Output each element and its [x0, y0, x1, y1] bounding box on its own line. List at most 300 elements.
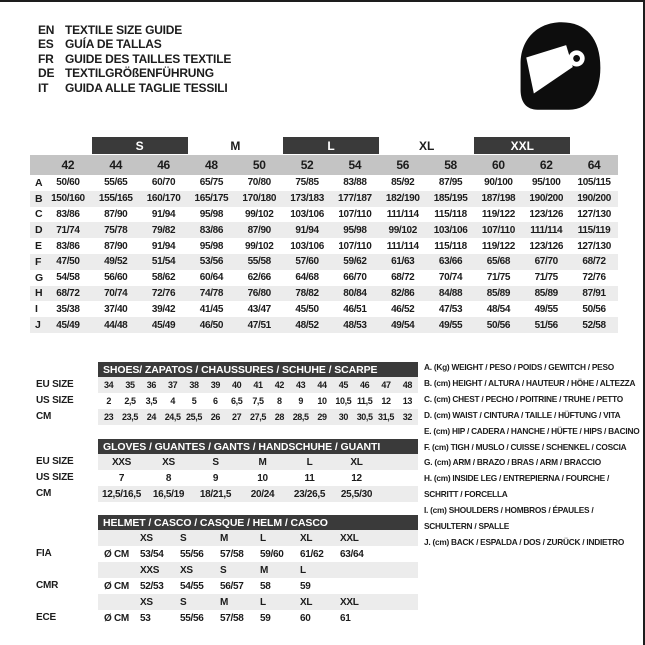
value-cell: 55/56 — [180, 612, 204, 624]
value-cell: 55/65 — [104, 177, 128, 189]
value-cell: 24 — [146, 412, 156, 422]
column-header: 64 — [587, 158, 601, 172]
value-cell: 46 — [360, 380, 370, 390]
value-cell: 67/70 — [534, 256, 558, 268]
value-cell: 95/98 — [199, 208, 224, 220]
textile-row-j — [30, 317, 618, 333]
value-cell: 55/56 — [180, 548, 204, 560]
value-cell: 70/74 — [104, 287, 128, 299]
value-cell: 99/102 — [244, 240, 274, 252]
value-cell: XXS — [111, 456, 132, 468]
size-band-row — [30, 137, 618, 154]
row-label: F — [35, 255, 42, 268]
value-cell: 44/48 — [104, 319, 128, 331]
value-cell: 115/118 — [434, 240, 467, 252]
gloves-side-labels — [36, 454, 74, 502]
size-header-cell: M — [220, 596, 229, 608]
value-cell: 56/57 — [220, 580, 244, 592]
value-cell: 11 — [304, 472, 315, 484]
value-cell: 185/195 — [433, 193, 468, 205]
language-row — [38, 37, 231, 51]
language-label: TEXTILGRÖßENFÜHRUNG — [65, 66, 214, 81]
gloves-row — [98, 470, 418, 486]
value-cell: 37/40 — [104, 303, 128, 315]
diameter-unit-label: Ø CM — [104, 580, 129, 592]
value-cell: 75/78 — [104, 224, 128, 236]
language-code: EN — [38, 23, 55, 37]
value-cell: 50/56 — [486, 319, 511, 331]
value-cell: 70/80 — [247, 177, 271, 189]
textile-row-c — [30, 207, 618, 223]
value-cell: 59 — [260, 612, 271, 624]
size-header-cell: XL — [300, 596, 313, 608]
value-cell: 127/130 — [577, 208, 611, 220]
measurement-legend — [424, 360, 642, 551]
value-cell: M — [258, 456, 267, 468]
value-cell: 68/72 — [391, 272, 415, 284]
value-cell: 58 — [260, 580, 271, 592]
helmet-value-row — [98, 546, 418, 562]
gloves-row — [98, 486, 418, 502]
value-cell: 27,5 — [250, 412, 266, 422]
value-cell: 182/190 — [385, 193, 420, 205]
value-cell: 8 — [277, 396, 282, 406]
value-cell: 57/58 — [220, 548, 244, 560]
value-cell: 91/94 — [151, 208, 176, 220]
value-cell: 51/54 — [151, 256, 176, 268]
language-row — [38, 81, 231, 95]
row-label: H — [35, 287, 43, 300]
helmet-icon — [512, 18, 607, 114]
value-cell: 74/78 — [199, 287, 224, 299]
value-cell: 39 — [210, 380, 220, 390]
helmet-table — [98, 515, 418, 626]
value-cell: 190/200 — [529, 193, 564, 205]
value-cell: 9 — [212, 472, 219, 484]
value-cell: 50/60 — [56, 177, 80, 189]
value-cell: 72/76 — [151, 287, 176, 299]
value-cell: 46/52 — [391, 303, 415, 315]
value-cell: 155/165 — [98, 193, 133, 205]
value-cell: 95/98 — [199, 240, 224, 252]
value-cell: 38 — [189, 380, 199, 390]
value-cell: 48/52 — [295, 319, 319, 331]
value-cell: 44 — [317, 380, 327, 390]
size-header-cell: XXL — [340, 596, 359, 608]
shoes-row — [98, 409, 418, 425]
value-cell: L — [306, 456, 313, 468]
value-cell: 87/91 — [582, 287, 606, 299]
value-cell: 40 — [232, 380, 242, 390]
value-cell: 170/180 — [242, 193, 277, 205]
value-cell: 71/75 — [486, 272, 511, 284]
value-cell: 47/51 — [247, 319, 271, 331]
value-cell: 66/70 — [343, 272, 367, 284]
value-cell: 111/114 — [530, 224, 563, 236]
value-cell: 6,5 — [231, 396, 243, 406]
value-cell: 4 — [170, 396, 175, 406]
textile-row-d — [30, 222, 618, 238]
value-cell: 50/56 — [582, 303, 606, 315]
value-cell: 36 — [146, 380, 156, 390]
value-cell: 72/76 — [582, 272, 606, 284]
value-cell: 82/86 — [391, 287, 415, 299]
value-cell: 107/110 — [481, 224, 515, 236]
value-cell: 43 — [296, 380, 306, 390]
value-cell: 91/94 — [295, 224, 319, 236]
value-cell: 60 — [300, 612, 311, 624]
value-cell: 115/119 — [577, 224, 611, 236]
value-cell: 41/45 — [199, 303, 224, 315]
language-label: GUIDE DES TAILLES TEXTILE — [65, 51, 232, 66]
textile-row-a — [30, 175, 618, 191]
textile-size-table — [30, 137, 618, 333]
value-cell: 59/60 — [260, 548, 284, 560]
textile-row-g — [30, 270, 618, 286]
size-header-cell: XS — [180, 564, 193, 576]
value-cell: 49/54 — [391, 319, 415, 331]
value-cell: 65/68 — [486, 256, 511, 268]
value-cell: 6 — [213, 396, 218, 406]
helmet-standard-label: CMR — [36, 580, 59, 591]
value-cell: 51/56 — [534, 319, 558, 331]
value-cell: XL — [350, 456, 363, 468]
value-cell: 12,5/16,5 — [101, 488, 141, 500]
value-cell: 80/84 — [343, 287, 367, 299]
value-cell: 53 — [140, 612, 151, 624]
value-cell: 123/126 — [529, 208, 564, 220]
value-cell: 35 — [125, 380, 135, 390]
shoes-table-title: SHOES/ ZAPATOS / CHAUSSURES / SCHUHE / SCARPE — [98, 362, 418, 377]
value-cell: 5 — [191, 396, 197, 406]
value-cell: XS — [162, 456, 175, 468]
value-cell: S — [212, 456, 219, 468]
value-cell: 52/58 — [582, 319, 606, 331]
value-cell: 123/126 — [529, 240, 564, 252]
value-cell: 56/60 — [104, 272, 128, 284]
language-code: FR — [38, 51, 54, 66]
gloves-row — [98, 454, 418, 470]
value-cell: 75/85 — [295, 177, 319, 189]
gloves-row-label: EU SIZE — [36, 456, 74, 467]
value-cell: 87/95 — [438, 177, 463, 189]
value-cell: 127/130 — [577, 240, 611, 252]
value-cell: 45 — [338, 380, 348, 390]
value-cell: 57/58 — [220, 612, 244, 624]
value-cell: 12 — [381, 396, 391, 406]
value-cell: 16,5/19 — [152, 488, 185, 500]
value-cell: 48/54 — [486, 303, 511, 315]
helmet-standard-label: FIA — [36, 548, 52, 559]
value-cell: 119/122 — [481, 240, 515, 252]
value-cell: 25,5/30 — [340, 488, 373, 500]
value-cell: 58/62 — [151, 272, 176, 284]
value-cell: 52/53 — [140, 580, 164, 592]
value-cell: 190/200 — [577, 193, 611, 205]
value-cell: 10,5 — [335, 396, 352, 406]
shoes-row — [98, 377, 418, 393]
value-cell: 160/170 — [146, 193, 181, 205]
value-cell: 54/55 — [180, 580, 204, 592]
value-cell: 61/63 — [391, 256, 415, 268]
value-cell: 25,5 — [186, 412, 202, 422]
language-label: TEXTILE SIZE GUIDE — [65, 23, 183, 37]
value-cell: 83/86 — [56, 208, 80, 220]
row-label: J — [35, 319, 41, 332]
value-cell: 46/50 — [199, 319, 224, 331]
value-cell: 32 — [402, 412, 412, 422]
row-label: G — [35, 271, 44, 284]
value-cell: 57/60 — [295, 256, 319, 268]
value-cell: 28 — [274, 412, 284, 422]
value-cell: 107/110 — [338, 208, 372, 220]
value-cell: 65/75 — [199, 177, 224, 189]
value-cell: 42 — [274, 380, 284, 390]
shoes-row — [98, 393, 418, 409]
value-cell: 85/89 — [534, 287, 558, 299]
size-header-cell: S — [180, 532, 187, 544]
value-cell: 95/98 — [343, 224, 367, 236]
value-cell: 150/160 — [51, 193, 85, 205]
size-header-cell: S — [180, 596, 187, 608]
helmet-value-row — [98, 578, 418, 594]
value-cell: 8 — [165, 472, 172, 484]
value-cell: 53/54 — [140, 548, 164, 560]
value-cell: 7,5 — [252, 396, 264, 406]
row-label: E — [35, 240, 43, 253]
value-cell: 90/100 — [484, 177, 513, 189]
value-cell: 99/102 — [244, 208, 274, 220]
column-header: 52 — [300, 158, 314, 172]
helmet-side-labels — [36, 546, 58, 642]
value-cell: 165/175 — [194, 193, 229, 205]
size-header-cell: XXL — [340, 532, 359, 544]
value-cell: 68/72 — [56, 287, 80, 299]
value-cell: 99/102 — [388, 224, 417, 236]
value-cell: 187/198 — [481, 193, 516, 205]
value-cell: 107/110 — [338, 240, 372, 252]
size-header-cell: S — [220, 564, 227, 576]
textile-row-b — [30, 191, 618, 207]
value-cell: 35/38 — [56, 303, 80, 315]
language-code: DE — [38, 66, 55, 81]
legend-item: J. (cm) BACK / ESPALDA / DOS / ZURÜCK / INDIETRO — [424, 536, 625, 547]
size-header-cell: L — [300, 564, 306, 576]
value-cell: 111/114 — [386, 240, 419, 252]
size-band-xxl: XXL — [474, 137, 570, 154]
gloves-table — [98, 439, 418, 502]
value-cell: 49/55 — [534, 303, 558, 315]
value-cell: 62/66 — [247, 272, 271, 284]
value-cell: 53/56 — [199, 256, 224, 268]
value-cell: 60/70 — [151, 177, 176, 189]
value-cell: 49/55 — [438, 319, 463, 331]
size-header-cell: M — [260, 564, 269, 576]
value-cell: 7 — [118, 472, 125, 484]
textile-row-e — [30, 238, 618, 254]
value-cell: 78/82 — [295, 287, 319, 299]
value-cell: 49/52 — [104, 256, 128, 268]
size-number-header-row — [30, 155, 618, 175]
language-label: GUÍA DE TALLAS — [65, 37, 162, 52]
row-label: D — [35, 224, 43, 237]
value-cell: 31,5 — [378, 412, 394, 422]
legend-item: D. (cm) WAIST / CINTURA / TAILLE / HÜFTUNG / VITA — [424, 409, 621, 420]
value-cell: 85/89 — [486, 287, 511, 299]
value-cell: 48/53 — [343, 319, 367, 331]
value-cell: 20/24 — [250, 488, 275, 500]
value-cell: 59/62 — [343, 256, 367, 268]
value-cell: 45/49 — [56, 319, 80, 331]
size-header-cell: XS — [140, 596, 153, 608]
value-cell: 83/86 — [56, 240, 80, 252]
language-code: ES — [38, 37, 54, 52]
legend-item: I. (cm) SHOULDERS / HOMBROS / ÉPAULES / SCHULTERN / SPALLE — [424, 505, 594, 532]
value-cell: 60/64 — [199, 272, 224, 284]
column-header: 42 — [61, 158, 75, 172]
column-header: 44 — [109, 158, 123, 172]
size-header-cell: L — [260, 532, 266, 544]
value-cell: 71/75 — [534, 272, 558, 284]
row-label: B — [35, 192, 43, 205]
value-cell: 18/21,5 — [199, 488, 232, 500]
value-cell: 10 — [317, 396, 327, 406]
value-cell: 83/88 — [343, 177, 367, 189]
value-cell: 87/90 — [247, 224, 271, 236]
legend-item: F. (cm) TIGH / MUSLO / CUISSE / SCHENKEL / COSCIA — [424, 441, 627, 452]
value-cell: 28,5 — [292, 412, 309, 422]
value-cell: 47/50 — [56, 256, 80, 268]
column-header: 56 — [396, 158, 410, 172]
value-cell: 24,5 — [164, 412, 181, 422]
value-cell: 87/90 — [104, 240, 128, 252]
language-row — [38, 23, 231, 37]
value-cell: 29 — [317, 412, 327, 422]
value-cell: 115/118 — [434, 208, 467, 220]
column-header: 54 — [348, 158, 362, 172]
row-label: A — [35, 176, 43, 189]
column-header: 48 — [205, 158, 218, 172]
gloves-row-label: CM — [36, 488, 52, 499]
value-cell: 41 — [253, 380, 263, 390]
value-cell: 47 — [381, 380, 391, 390]
value-cell: 23/26,5 — [293, 488, 326, 500]
value-cell: 71/74 — [56, 224, 80, 236]
size-header-cell: XL — [300, 532, 313, 544]
helmet-size-row — [98, 562, 418, 578]
language-row — [38, 52, 231, 66]
legend-item: E. (cm) HIP / CADERA / HANCHE / HÜFTE / HIPS / BACINO — [424, 425, 640, 436]
value-cell: 79/82 — [151, 224, 176, 236]
value-cell: 61 — [340, 612, 351, 624]
value-cell: 39/42 — [151, 303, 176, 315]
language-row — [38, 66, 231, 80]
gloves-row-label: US SIZE — [36, 472, 74, 483]
value-cell: 23 — [104, 412, 114, 422]
value-cell: 13 — [402, 396, 412, 406]
value-cell: 84/88 — [438, 287, 463, 299]
value-cell: 119/122 — [481, 208, 515, 220]
textile-row-h — [30, 286, 618, 302]
row-label: I — [35, 303, 38, 316]
value-cell: 2,5 — [124, 396, 136, 406]
column-header: 58 — [444, 158, 457, 172]
helmet-size-row — [98, 530, 418, 546]
value-cell: 85/92 — [391, 177, 415, 189]
value-cell: 103/106 — [290, 240, 324, 252]
value-cell: 48 — [402, 380, 412, 390]
value-cell: 26 — [210, 412, 220, 422]
size-header-cell: XXS — [140, 564, 160, 576]
value-cell: 173/183 — [290, 193, 324, 205]
language-code: IT — [38, 80, 49, 95]
legend-item: G. (cm) ARM / BRAZO / BRAS / ARM / BRACCIO — [424, 457, 601, 468]
value-cell: 95/100 — [531, 177, 561, 189]
legend-item: H. (cm) INSIDE LEG / ENTREPIERNA / FOURCHE / SCHRITT / FORCELLA — [424, 473, 610, 500]
textile-table-body — [30, 175, 618, 333]
value-cell: 76/80 — [247, 287, 271, 299]
value-cell: 11,5 — [356, 396, 373, 406]
value-cell: 34 — [104, 380, 114, 390]
value-cell: 68/72 — [582, 256, 606, 268]
column-header: 60 — [492, 158, 505, 172]
size-header-cell: L — [260, 596, 266, 608]
value-cell: 23,5 — [122, 412, 138, 422]
shoes-row-label: EU SIZE — [36, 379, 74, 390]
column-header: 46 — [157, 158, 170, 172]
value-cell: 9 — [298, 396, 303, 406]
size-band-xl: XL — [418, 138, 435, 153]
legend-item: A. (Kg) WEIGHT / PESO / POIDS / GEWITCH / PESO — [424, 362, 614, 372]
value-cell: 46/51 — [343, 303, 367, 315]
size-band-l: L — [283, 137, 379, 154]
value-cell: 105/115 — [577, 177, 611, 189]
language-list — [38, 23, 231, 95]
value-cell: 103/106 — [290, 208, 324, 220]
shoes-side-labels — [36, 377, 74, 425]
value-cell: 103/106 — [433, 224, 468, 236]
value-cell: 3,5 — [145, 396, 157, 406]
shoes-row-label: US SIZE — [36, 395, 74, 406]
language-label: GUIDA ALLE TAGLIE TESSILI — [65, 80, 228, 95]
value-cell: 37 — [168, 380, 178, 390]
value-cell: 111/114 — [386, 208, 419, 220]
value-cell: 70/74 — [438, 272, 463, 284]
value-cell: 87/90 — [104, 208, 128, 220]
size-header-cell: XS — [140, 532, 153, 544]
shoes-row-label: CM — [36, 411, 52, 422]
helmet-value-row — [98, 610, 418, 626]
legend-item: C. (cm) CHEST / PECHO / POITRINE / TRUHE / PETTO — [424, 393, 623, 404]
value-cell: 55/58 — [247, 256, 271, 268]
textile-row-f — [30, 254, 618, 270]
column-header: 50 — [252, 158, 266, 172]
value-cell: 54/58 — [56, 272, 80, 284]
value-cell: 12 — [351, 472, 362, 484]
size-band-s: S — [92, 137, 188, 154]
value-cell: 30,5 — [356, 412, 373, 422]
size-band-m: M — [230, 138, 241, 153]
value-cell: 45/49 — [151, 319, 176, 331]
value-cell: 63/64 — [340, 548, 364, 560]
value-cell: 10 — [257, 472, 268, 484]
value-cell: 30 — [338, 412, 348, 422]
gloves-table-title: GLOVES / GUANTES / GANTS / HANDSCHUHE / GUANTI — [98, 439, 418, 454]
value-cell: 2 — [106, 396, 111, 406]
value-cell: 59 — [300, 580, 311, 592]
diameter-unit-label: Ø CM — [104, 612, 129, 624]
textile-row-i — [30, 301, 618, 317]
